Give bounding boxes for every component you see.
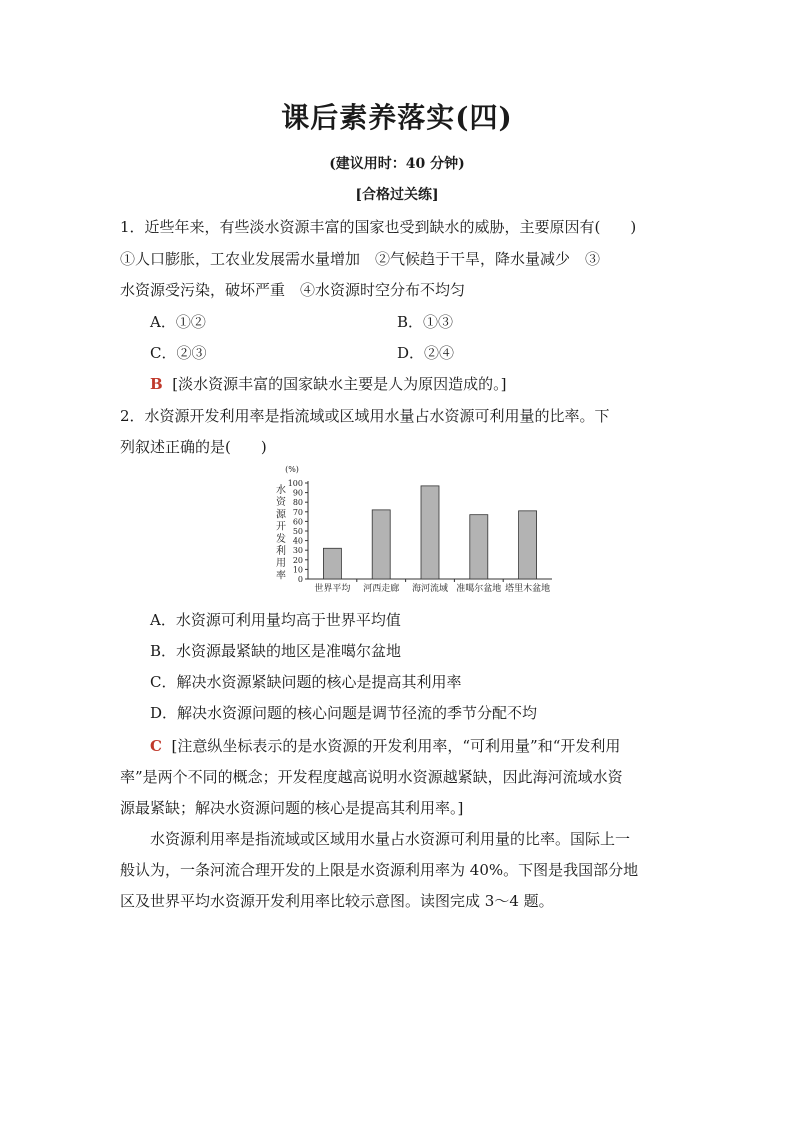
y-tick-label: 60 (292, 517, 303, 527)
bars (323, 486, 536, 579)
q1-option-a[interactable]: A．①② (150, 313, 206, 331)
y-axis-title-char: 水 (276, 485, 286, 496)
y-axis-title-char: 率 (276, 570, 286, 582)
y-tick-label: 30 (292, 546, 303, 556)
water-use-bar-chart (268, 462, 558, 604)
q2-answer: C (150, 737, 162, 755)
x-category-label: 河西走廊 (363, 584, 400, 594)
q1-statement-line: 水资源受污染，破坏严重 ④水资源时空分布不均匀 (120, 281, 466, 299)
passage-line: 般认为，一条河流合理开发的上限是水资源利用率为 40%。下图是我国部分地 (120, 861, 639, 879)
y-tick-label: 80 (292, 498, 303, 508)
q2-stem-cont: 列叙述正确的是( ) (120, 438, 267, 456)
q1-answer: B (150, 375, 163, 393)
y-tick-label: 20 (292, 555, 303, 565)
y-axis-title-char: 源 (276, 509, 286, 521)
y-axis-title-char: 利 (276, 546, 286, 557)
passage-line: 区及世界平均水资源开发利用率比较示意图。读图完成 3～4 题。 (120, 892, 554, 910)
q2-option-a[interactable]: A．水资源可利用量均高于世界平均值 (150, 611, 401, 629)
y-axis-title-char: 开 (276, 521, 286, 533)
time-hint: (建议用时：40 分钟) (329, 156, 465, 172)
y-tick-label: 40 (292, 536, 303, 546)
y-tick-label: 70 (292, 507, 303, 517)
bar (519, 511, 537, 579)
q2-option-c[interactable]: C．解决水资源紧缺问题的核心是提高其利用率 (150, 673, 462, 691)
bar (470, 515, 488, 579)
q1-option-c[interactable]: C．②③ (150, 344, 207, 362)
q2-option-d[interactable]: D．解决水资源问题的核心问题是调节径流的季节分配不均 (150, 704, 538, 722)
x-category-label: 塔里木盆地 (505, 584, 551, 594)
q2-stem: 2．水资源开发利用率是指流域或区域用水量占水资源可利用量的比率。下 (120, 407, 610, 425)
q2-answer-row (150, 735, 710, 756)
y-tick-label: 10 (292, 565, 303, 575)
passage-line: 水资源利用率是指流域或区域用水量占水资源可利用量的比率。国际上一 (150, 830, 631, 848)
page-title: 课后素养落实(四) (281, 101, 513, 134)
q2-explanation-cont: 源最紧缺；解决水资源问题的核心是提高其利用率。] (120, 799, 464, 817)
y-axis-title (276, 483, 287, 581)
q1-statement-line: ①人口膨胀，工农业发展需水量增加 ②气候趋于干旱，降水量减少 ③ (120, 250, 601, 268)
y-tick-label: 100 (287, 479, 303, 488)
q1-explanation: [淡水资源丰富的国家缺水主要是人为原因造成的。] (172, 375, 507, 393)
bar (372, 510, 390, 579)
q1-answer-row (150, 373, 710, 394)
y-axis-title-char: 用 (276, 558, 286, 570)
q2-explanation-cont: 率”是两个不同的概念；开发程度越高说明水资源越紧缺，因此海河流域水资 (120, 768, 623, 786)
y-unit-label: (%) (285, 465, 299, 474)
y-axis-title-char: 资 (276, 497, 286, 509)
q1-option-d[interactable]: D．②④ (397, 344, 455, 362)
x-category-label: 世界平均 (314, 584, 351, 594)
x-category-labels (314, 579, 550, 594)
y-tick-label: 90 (292, 488, 303, 498)
section-label: [合格过关练] (355, 187, 439, 203)
q1-stem: 1．近些年来，有些淡水资源丰富的国家也受到缺水的威胁，主要原因有( ) (120, 218, 637, 236)
bar (421, 486, 439, 579)
y-tick-label: 0 (297, 575, 303, 584)
y-axis-title-char: 发 (276, 533, 286, 545)
y-tick-label: 50 (292, 527, 303, 536)
q2-option-b[interactable]: B．水资源最紧缺的地区是准噶尔盆地 (150, 642, 402, 660)
y-ticks (288, 479, 308, 584)
x-category-label: 准噶尔盆地 (456, 584, 502, 594)
q2-explanation: [注意纵坐标表示的是水资源的开发利用率，“可利用量”和“开发利用 (171, 737, 621, 755)
bar (323, 548, 341, 579)
x-category-label: 海河流域 (411, 584, 449, 594)
q1-option-b[interactable]: B．①③ (397, 313, 454, 331)
